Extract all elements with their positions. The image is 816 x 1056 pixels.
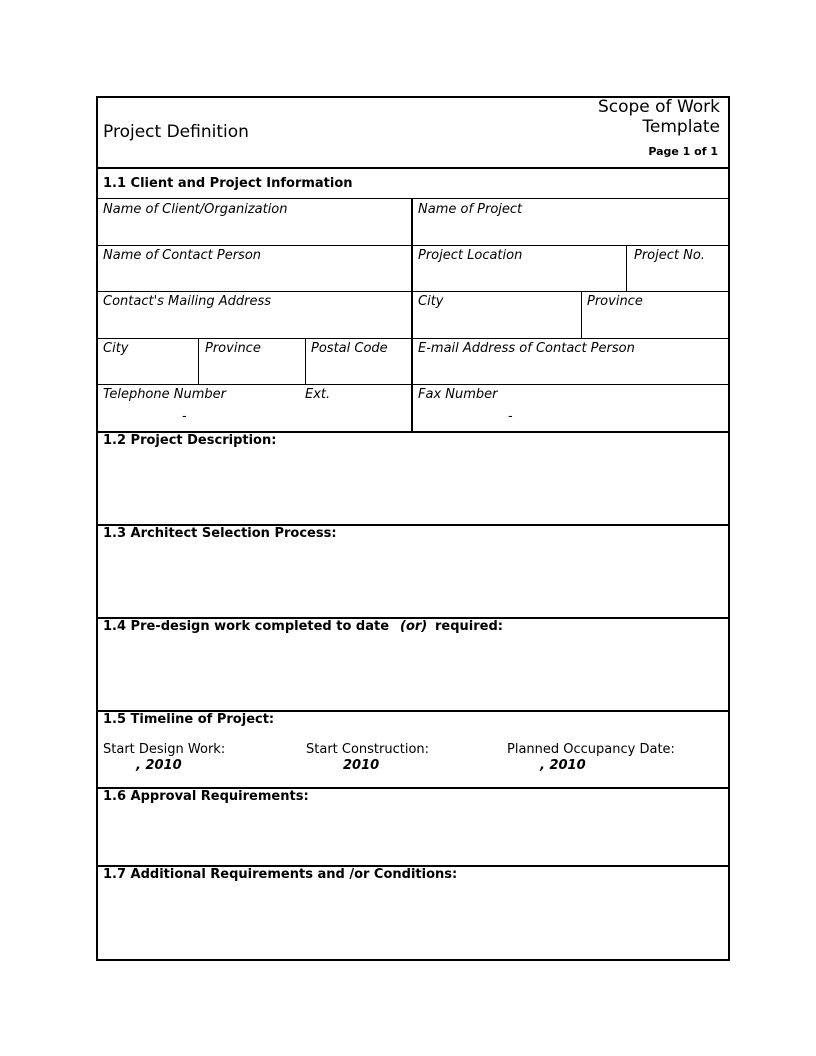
project-no-label: Project No. [634,248,705,263]
project-name-label: Name of Project [418,202,523,217]
postal-code-label: Postal Code [311,341,388,356]
section-1-1-heading: 1.1 Client and Project Information [103,176,353,191]
city-label-right: City [418,294,444,309]
telephone-label: Telephone Number [103,387,226,402]
mailing-address-label: Contact's Mailing Address [103,294,271,309]
client-name-label: Name of Client/Organization [103,202,288,217]
occupancy-label: Planned Occupancy Date: [507,742,675,757]
start-design-label: Start Design Work: [103,742,226,757]
section-1-4-heading: 1.4 Pre-design work completed to date [103,619,390,634]
section-1-2-heading: 1.2 Project Description: [103,433,277,448]
vdivider-province-a [198,338,199,384]
province-label-right: Province [587,294,643,309]
fax-label: Fax Number [418,387,498,402]
divider-header [96,167,728,169]
section-1-6-heading: 1.6 Approval Requirements: [103,789,309,804]
fax-dash: - [508,409,513,424]
start-construction-value: 2010 [343,758,380,773]
phone-dash: - [182,409,187,424]
section-1-4-required: required: [435,619,503,634]
vdivider-project-no [626,245,627,291]
section-1-5-heading: 1.5 Timeline of Project: [103,712,275,727]
project-location-label: Project Location [418,248,523,263]
section-1-7-heading: 1.7 Additional Requirements and /or Conditions: [103,867,458,882]
email-label: E-mail Address of Contact Person [418,341,635,356]
vdivider-main [411,198,413,431]
ext-label: Ext. [305,387,331,402]
start-design-value: , 2010 [136,758,182,773]
doc-title-line2: Template [642,117,720,137]
page-number: Page 1 of 1 [648,145,718,158]
city-label-left: City [103,341,129,356]
contact-name-label: Name of Contact Person [103,248,262,263]
page-title: Project Definition [103,122,249,142]
vdivider-province-b [581,291,582,338]
doc-title-line1: Scope of Work [597,97,720,117]
section-1-3-heading: 1.3 Architect Selection Process: [103,526,337,541]
section-1-4-or: (or) [400,619,428,634]
start-construction-label: Start Construction: [306,742,430,757]
vdivider-postal [305,338,306,384]
occupancy-value: , 2010 [540,758,586,773]
province-label-left: Province [205,341,261,356]
